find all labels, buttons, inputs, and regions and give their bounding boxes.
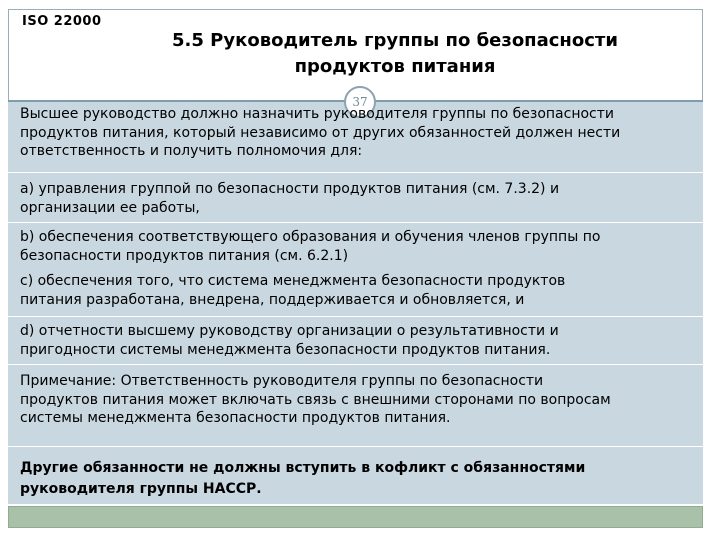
note-paragraph — [20, 372, 688, 428]
text-line: системы менеджмента безопасности продуктов питания. — [20, 410, 451, 426]
section-divider — [8, 446, 703, 447]
section-divider — [8, 172, 703, 173]
text-line: с) обеспечения того, что система менеджмента безопасности продуктов — [20, 273, 566, 289]
text-line: продуктов питания может включать связь с внешними сторонами по вопросам — [20, 391, 611, 408]
text-line: Примечание: Ответственность руководителя группы по безопасности — [20, 373, 544, 389]
item-c — [20, 272, 688, 309]
title-line: 5.5 Руководитель группы по безопасности — [172, 30, 618, 51]
page-number-badge: 37 — [344, 86, 376, 118]
text-line: Высшее руководство должно назначить руководителя группы по безопасности — [20, 106, 615, 122]
section-divider — [8, 222, 703, 223]
text-line: руководителя группы НАССР. — [20, 481, 262, 497]
text-line: а) управления группой по безопасности продуктов питания (см. 7.3.2) и — [20, 181, 560, 197]
title-line: продуктов питания — [294, 56, 496, 77]
footer-bar — [8, 506, 703, 528]
item-b — [20, 228, 688, 265]
text-line: пригодности системы менеджмента безопасности продуктов питания. — [20, 341, 551, 358]
item-d — [20, 322, 688, 359]
text-line: питания разработана, внедрена, поддерживается и обновляется, и — [20, 291, 525, 308]
text-line: организации ее работы, — [20, 199, 200, 216]
standard-label: ISO 22000 — [22, 14, 102, 29]
section-divider — [8, 364, 703, 365]
warning-paragraph — [20, 458, 688, 500]
slide-title — [120, 28, 670, 80]
intro-paragraph — [20, 105, 688, 161]
text-line: безопасности продуктов питания (см. 6.2.1) — [20, 247, 349, 264]
item-a — [20, 180, 688, 217]
text-line: ответственность и получить полномочия для: — [20, 143, 363, 159]
section-divider — [8, 316, 703, 317]
text-line: b) обеспечения соответствующего образования и обучения членов группы по — [20, 229, 601, 245]
text-line: Другие обязанности не должны вступить в кофликт с обязанностями — [20, 460, 586, 476]
text-line: продуктов питания, который независимо от других обязанностей должен нести — [20, 124, 621, 141]
text-line: d) отчетности высшему руководству организации о результативности и — [20, 323, 559, 339]
